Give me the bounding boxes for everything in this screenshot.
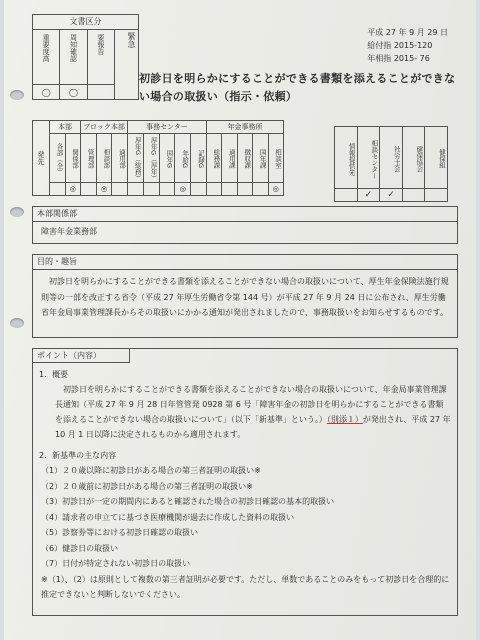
dist-mark xyxy=(128,182,143,195)
related-header: 本部関係部 xyxy=(33,207,457,222)
punch-hole xyxy=(10,207,24,217)
dist-col-name: 適用部 xyxy=(118,149,127,169)
dist-col-name: 厚年G（総務） xyxy=(133,136,142,182)
dist-col-name: 各部（全） xyxy=(55,142,64,176)
dist-mark: ◎ xyxy=(175,182,190,195)
doc-class-mark: ◯ xyxy=(33,85,60,100)
points-box xyxy=(32,348,458,616)
recipient-mark xyxy=(335,188,357,201)
dist-group-name: 本部 xyxy=(50,121,80,134)
dist-group xyxy=(207,121,283,195)
dist-mark xyxy=(112,182,127,195)
overview-paragraph xyxy=(33,382,457,442)
points-header: ポイント（内容） xyxy=(33,349,130,363)
recipient-name: 社労士会 xyxy=(392,146,401,172)
info-recipient-table xyxy=(334,126,448,202)
doc-class-col: 周知確認 xyxy=(60,30,87,84)
dist-col-name: 国年課 xyxy=(258,149,267,169)
dist-mark: ◎ xyxy=(66,182,81,195)
section-heading: 1．概要 xyxy=(39,370,69,379)
dist-group xyxy=(81,121,128,195)
related-body: 障害年金業務部 xyxy=(41,227,97,236)
list-item: （7）日付が特定されない初診日の取扱い xyxy=(41,559,191,568)
document-dates xyxy=(367,26,448,65)
recipient-name: 健保組 xyxy=(437,149,446,169)
dist-group xyxy=(50,121,81,195)
list-item: （6）健診日の取扱い xyxy=(41,543,119,553)
dist-col-name: 相談部 xyxy=(102,149,111,169)
overview-text: 初診日を明らかにすることができる書類を添えることができない場合の取扱いについて、年金局事業管理課長通知（平成 27 年 9 月 28 日年管管発 0928 第 6 号「障害年金の初診日を明らかにすることができる書類を添えることができない場合の取扱いについて」（以下「新基準」という。） xyxy=(55,385,447,424)
list-item: （2）２０歳前に初診日がある場合の第三者証明の取扱い※ xyxy=(41,481,253,491)
urgent-label: 緊急 xyxy=(127,32,136,48)
dist-col-name: 総務課 xyxy=(212,149,221,169)
list-item: （4）請求者の申立てに基づき医療機関が過去に作成した資料の取扱い xyxy=(41,512,295,522)
note-text: ※（1）、（2）は原則として複数の第三者証明が必要です。ただし、単数であることのみをもって初診日を合理的に推定できないと判断しないでください。 xyxy=(41,574,450,599)
related-department-box xyxy=(32,206,458,244)
list-item: （3）初診日が一定の期間内にあると確認された場合の初診日確認の基本的取扱い xyxy=(41,497,335,506)
dist-group-name: 年金事務所 xyxy=(207,121,283,134)
dist-group xyxy=(128,121,207,195)
sender-label: 発先 xyxy=(33,121,50,195)
check-icon: ✓ xyxy=(380,188,402,201)
dist-mark xyxy=(81,182,96,195)
purpose-header: 目的・趣旨 xyxy=(33,255,457,270)
dist-mark xyxy=(144,182,159,195)
punch-hole xyxy=(10,318,24,328)
recipient-mark xyxy=(425,188,447,201)
list-item: （5）診察券等における初診日確認の取扱い xyxy=(41,528,199,537)
document-title: 初診日を明らかにすることができる書類を添えることができない場合の取扱い（指示・依頼） xyxy=(139,72,456,103)
purpose-box xyxy=(32,254,458,338)
distribution-table xyxy=(32,120,284,196)
check-icon: ✓ xyxy=(358,188,380,201)
recipient-name: 相談センター xyxy=(370,139,379,179)
dist-mark xyxy=(238,182,252,195)
document-number: 年相指 2015- 76 xyxy=(367,54,430,63)
attachment-ref: （別添１） xyxy=(326,415,363,424)
punch-hole xyxy=(10,90,24,100)
dist-mark xyxy=(207,182,221,195)
doc-class-header: 文書区分 xyxy=(33,15,138,30)
dist-mark xyxy=(253,182,267,195)
document-classification-box xyxy=(32,14,139,100)
doc-class-col: 重要度高 xyxy=(33,30,60,84)
dist-col-name: 管理部 xyxy=(86,149,95,169)
dist-col-name: 適用課 xyxy=(227,149,236,169)
dist-col-name: 記録G xyxy=(196,149,205,169)
dist-mark xyxy=(160,182,175,195)
document-page xyxy=(4,0,476,640)
dist-col-name: 関係部 xyxy=(71,149,79,169)
dist-mark xyxy=(50,182,65,195)
list-item: （1）２０歳以降に初診日がある場合の第三者証明の取扱い※ xyxy=(41,466,261,475)
dist-mark: ◎ xyxy=(269,182,283,195)
overview-text: が発出され、平成 27 年 10 月 1 日以降に決定されるものから適用されます。 xyxy=(55,415,451,439)
recipient-name: 情報提供先 xyxy=(347,142,356,176)
dist-col-name: 厚年G（厚年） xyxy=(149,136,158,182)
dist-col-name: 国年G xyxy=(165,149,174,169)
dist-col-name: 相談室 xyxy=(274,149,283,169)
doc-class-col: 要報告 xyxy=(96,34,105,55)
recipient-name: 健保協会 xyxy=(415,146,424,172)
doc-class-mark xyxy=(88,85,114,100)
dist-group-name: 事務センター xyxy=(128,121,206,134)
document-number: 給付指 2015-120 xyxy=(367,41,433,50)
section-heading: 2．新基準の主な内容 xyxy=(39,451,117,460)
dist-mark xyxy=(222,182,236,195)
dist-group-name: ブロック本部 xyxy=(81,121,127,134)
dist-col-name: 年給G xyxy=(181,149,190,169)
doc-class-mark: ◯ xyxy=(60,85,87,100)
recipient-mark xyxy=(403,188,425,201)
dist-mark xyxy=(191,182,206,195)
issue-date: 平成 27 年 9 月 29 日 xyxy=(367,28,448,37)
dist-col-name: 徴収課 xyxy=(243,149,252,169)
purpose-body: 初診日を明らかにすることができる書類を添えることができない場合の取扱いについて、厚生年金保険法施行規則等の一部を改正する省令（平成 27 年厚生労働省令第 144 号）が平成 27 年 9 月 24 日に公布され、厚生労働省年金局事業管理課長からその取扱いにかかる通知が発出されましたので、事務取扱いをお知らせするものです。 xyxy=(41,277,449,317)
dist-mark: ◎ xyxy=(97,182,112,195)
